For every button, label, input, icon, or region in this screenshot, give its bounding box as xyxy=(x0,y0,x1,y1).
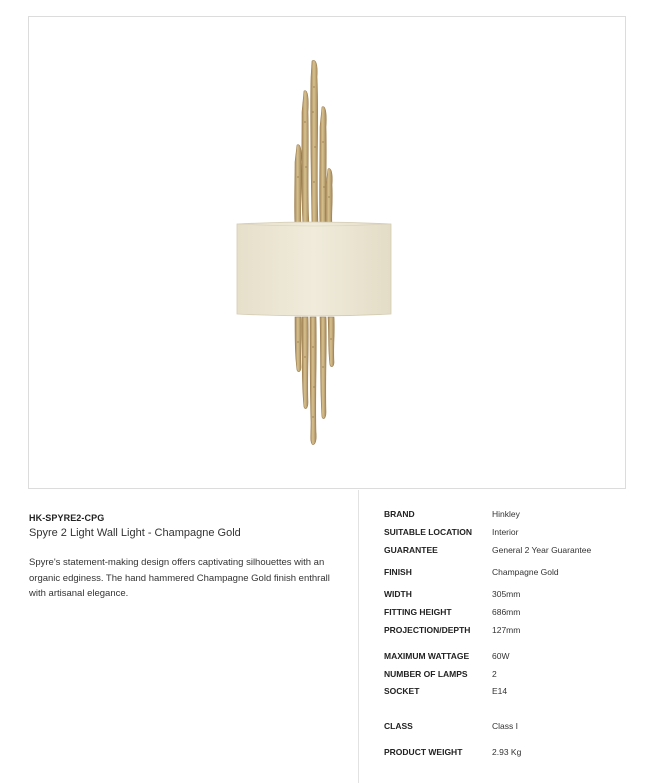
spec-value-maximum-wattage: 60W xyxy=(492,651,510,661)
spec-label-finish: FINISH xyxy=(384,567,412,577)
product-description: Spyre's statement-making design offers captivating silhouettes with an organic edginess. The hand hammered Champagne Gold finish enthrall with artisanal elegance. xyxy=(29,557,330,599)
spec-value-finish: Champagne Gold xyxy=(492,567,559,577)
lower-branches xyxy=(295,317,334,445)
spec-label-maximum-wattage: MAXIMUM WATTAGE xyxy=(384,651,470,661)
product-sku: HK-SPYRE2-CPG xyxy=(29,513,105,523)
spec-label-number-of-lamps: NUMBER OF LAMPS xyxy=(384,669,468,679)
spec-value-projection-depth: 127mm xyxy=(492,625,521,635)
spec-value-fitting-height: 686mm xyxy=(492,607,521,617)
spec-label-product-weight: PRODUCT WEIGHT xyxy=(384,747,463,757)
column-divider xyxy=(358,490,359,783)
spec-label-brand: BRAND xyxy=(384,509,415,519)
upper-branches xyxy=(295,60,333,225)
product-image-frame xyxy=(28,16,626,489)
branch-lower-right xyxy=(328,317,334,367)
branch-lower-center xyxy=(310,317,316,445)
spec-label-suitable-location: SUITABLE LOCATION xyxy=(384,527,472,537)
branch-upper-right-tall xyxy=(320,107,327,225)
branch-upper-left-tall xyxy=(302,91,309,225)
spec-label-width: WIDTH xyxy=(384,589,412,599)
spec-label-projection-depth: PROJECTION/DEPTH xyxy=(384,625,471,635)
product-name: Spyre 2 Light Wall Light - Champagne Gold xyxy=(29,527,241,539)
spec-label-fitting-height: FITTING HEIGHT xyxy=(384,607,452,617)
spec-value-brand: Hinkley xyxy=(492,509,520,519)
spec-value-socket: E14 xyxy=(492,686,508,696)
branch-upper-left xyxy=(295,145,302,225)
spec-label-guarantee: GUARANTEE xyxy=(384,545,438,555)
wall-light-illustration xyxy=(29,17,627,490)
spec-value-suitable-location: Interior xyxy=(492,527,519,537)
spec-label-class: CLASS xyxy=(384,721,413,731)
spec-value-number-of-lamps: 2 xyxy=(492,669,497,679)
branch-upper-center xyxy=(311,60,318,225)
lamp-shade xyxy=(237,222,391,316)
spec-label-socket: SOCKET xyxy=(384,686,420,696)
spec-value-guarantee: General 2 Year Guarantee xyxy=(492,545,592,555)
branch-lower-left-tall xyxy=(302,317,308,409)
spec-value-class: Class I xyxy=(492,721,518,731)
branch-lower-left xyxy=(295,317,301,372)
spec-value-width: 305mm xyxy=(492,589,521,599)
spec-value-product-weight: 2.93 Kg xyxy=(492,747,522,757)
